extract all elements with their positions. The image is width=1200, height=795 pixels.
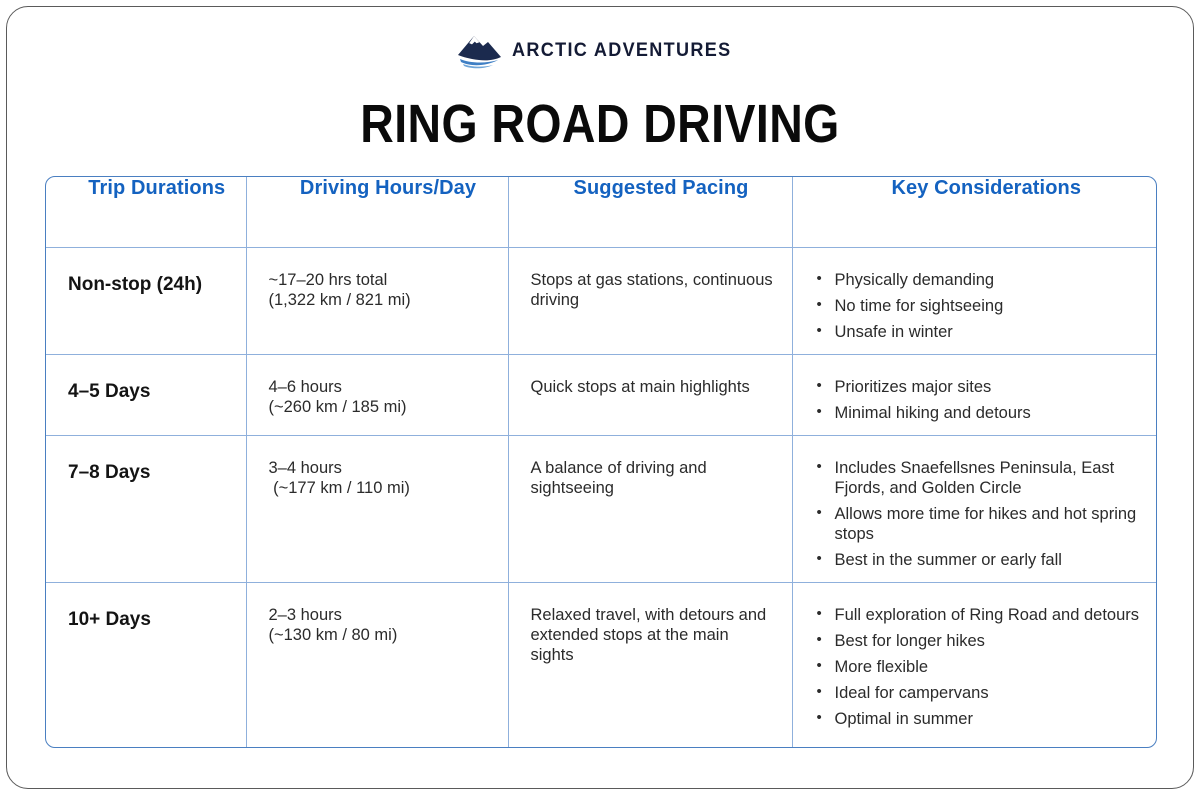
brand-name: ARCTIC ADVENTURES <box>511 40 732 61</box>
column-header-trip-durations <box>46 177 246 248</box>
driving-hours-text <box>247 583 508 657</box>
table-row <box>46 248 1157 355</box>
considerations-list <box>815 377 1145 423</box>
driving-hours-line-1: 3–4 hours <box>268 459 342 477</box>
list-item: • Allows more time for hikes and hot spring stops <box>815 504 1145 544</box>
driving-hours-text <box>247 436 508 510</box>
suggested-pacing-text: Stops at gas stations, continuous driving <box>530 271 773 309</box>
list-item: • Best in the summer or early fall <box>815 550 1145 570</box>
list-item: • Prioritizes major sites <box>815 377 1145 397</box>
cell-key-considerations <box>792 436 1157 583</box>
considerations-list <box>815 458 1145 570</box>
list-item: • Ideal for campervans <box>815 683 1145 703</box>
list-item: • Physically demanding <box>815 270 1145 290</box>
list-item: • Unsafe in winter <box>815 322 1145 342</box>
column-header-label: Trip Durations <box>88 177 226 199</box>
column-header-label: Key Considerations <box>891 177 1082 199</box>
trip-duration-label: 4–5 Days <box>68 381 151 402</box>
considerations-list <box>815 270 1145 342</box>
driving-hours-line-2: (1,322 km / 821 mi) <box>268 291 411 309</box>
driving-hours-line-1: 4–6 hours <box>268 378 342 396</box>
driving-hours-text <box>247 248 508 322</box>
cell-suggested-pacing <box>508 436 792 583</box>
brand-logo <box>0 33 1200 69</box>
cell-key-considerations <box>792 355 1157 436</box>
driving-hours-line-2: (~130 km / 80 mi) <box>268 626 398 644</box>
list-item: • Minimal hiking and detours <box>815 403 1145 423</box>
trip-duration-label: Non-stop (24h) <box>68 274 203 295</box>
comparison-table <box>45 176 1157 748</box>
key-considerations-text <box>793 583 1158 741</box>
cell-key-considerations <box>792 583 1157 748</box>
page-title: RING ROAD DRIVING <box>360 94 840 154</box>
key-considerations-text <box>793 248 1158 354</box>
column-header-driving-hours <box>246 177 508 248</box>
trip-duration-label: 7–8 Days <box>68 462 151 483</box>
table-row <box>46 436 1157 583</box>
cell-driving-hours <box>246 355 508 436</box>
list-item: • Full exploration of Ring Road and detours <box>815 605 1145 625</box>
mountain-wave-icon <box>457 33 503 69</box>
list-item: • Optimal in summer <box>815 709 1145 729</box>
key-considerations-text <box>793 436 1158 582</box>
cell-trip-duration <box>46 355 246 436</box>
driving-hours-line-2: (~177 km / 110 mi) <box>268 479 410 497</box>
list-item: • Includes Snaefellsnes Peninsula, East Fjords, and Golden Circle <box>815 458 1145 498</box>
cell-suggested-pacing <box>508 248 792 355</box>
driving-hours-text <box>247 355 508 429</box>
list-item: • No time for sightseeing <box>815 296 1145 316</box>
cell-driving-hours <box>246 248 508 355</box>
cell-key-considerations <box>792 248 1157 355</box>
considerations-list <box>815 605 1145 729</box>
suggested-pacing-text: Relaxed travel, with detours and extended stops at the main sights <box>530 606 767 664</box>
cell-trip-duration <box>46 436 246 583</box>
cell-driving-hours <box>246 436 508 583</box>
list-item: • More flexible <box>815 657 1145 677</box>
driving-hours-line-1: ~17–20 hrs total <box>268 271 388 289</box>
key-considerations-text <box>793 355 1158 435</box>
suggested-pacing-text: A balance of driving and sightseeing <box>530 459 707 497</box>
driving-hours-line-1: 2–3 hours <box>268 606 342 624</box>
column-header-suggested-pacing <box>508 177 792 248</box>
column-header-key-considerations <box>792 177 1157 248</box>
column-header-label: Suggested Pacing <box>573 177 749 199</box>
cell-trip-duration <box>46 583 246 748</box>
cell-suggested-pacing <box>508 583 792 748</box>
cell-trip-duration <box>46 248 246 355</box>
suggested-pacing-text: Quick stops at main highlights <box>530 378 750 396</box>
table-row <box>46 355 1157 436</box>
cell-driving-hours <box>246 583 508 748</box>
trip-duration-label: 10+ Days <box>68 609 151 630</box>
cell-suggested-pacing <box>508 355 792 436</box>
driving-hours-line-2: (~260 km / 185 mi) <box>268 398 407 416</box>
list-item: • Best for longer hikes <box>815 631 1145 651</box>
table-row <box>46 583 1157 748</box>
table-header-row <box>46 177 1157 248</box>
column-header-label: Driving Hours/Day <box>299 177 477 199</box>
